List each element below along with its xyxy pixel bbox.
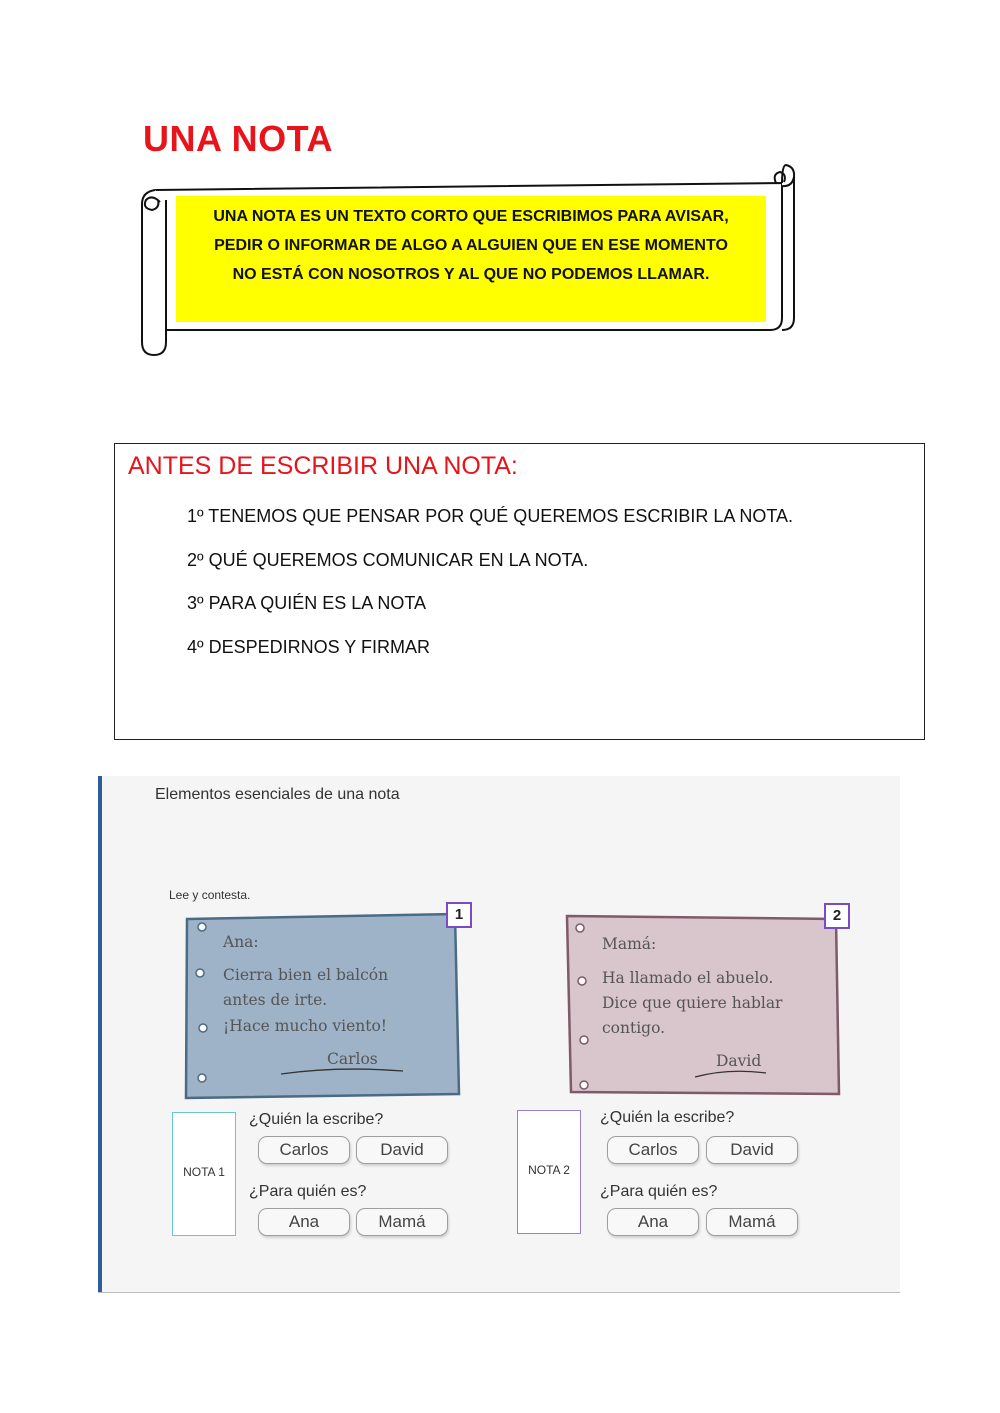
note-line: Dice que quiere hablar: [602, 994, 783, 1012]
note-line: Ha llamado el abuelo.: [602, 969, 774, 987]
note-hole: [580, 1036, 588, 1044]
exercise-instruction: Lee y contesta.: [169, 888, 251, 902]
note-line: antes de irte.: [223, 991, 328, 1009]
option-carlos-button[interactable]: Carlos: [607, 1136, 699, 1164]
step-item: 1º TENEMOS QUE PENSAR POR QUÉ QUEREMOS ESCRIBIR LA NOTA.: [187, 506, 794, 526]
note-hole: [198, 923, 206, 931]
note-hole: [580, 1081, 588, 1089]
step-item: 2º QUÉ QUEREMOS COMUNICAR EN LA NOTA.: [187, 549, 589, 570]
option-ana-button[interactable]: Ana: [607, 1208, 699, 1236]
note-hole: [196, 969, 204, 977]
option-mama-button[interactable]: Mamá: [706, 1208, 798, 1236]
question-for-whom: ¿Para quién es?: [600, 1183, 718, 1200]
option-david-button[interactable]: David: [706, 1136, 798, 1164]
note-line: Cierra bien el balcón: [223, 966, 389, 984]
note-number-badge: 1: [446, 902, 472, 928]
before-writing-title: ANTES DE ESCRIBIR UNA NOTA:: [128, 452, 518, 480]
exercise-title: Elementos esenciales de una nota: [155, 786, 400, 803]
nota-1-drop-box[interactable]: NOTA 1: [172, 1112, 236, 1236]
note-signature: Carlos: [327, 1050, 378, 1068]
definition-line: NO ESTÁ CON NOSOTROS Y AL QUE NO PODEMOS LLAMAR.: [232, 266, 710, 283]
option-ana-button[interactable]: Ana: [258, 1208, 350, 1236]
note-hole: [198, 1074, 206, 1082]
question-for-whom: ¿Para quién es?: [249, 1183, 367, 1200]
note-greeting: Ana:: [223, 933, 259, 951]
note-line: contigo.: [602, 1019, 666, 1037]
definition-line: UNA NOTA ES UN TEXTO CORTO QUE ESCRIBIMOS PARA AVISAR,: [213, 208, 729, 225]
step-item: 3º PARA QUIÉN ES LA NOTA: [187, 593, 426, 613]
definition-box: [176, 196, 766, 322]
question-who-writes: ¿Quién la escribe?: [249, 1111, 384, 1128]
step-item: 4º DESPEDIRNOS Y FIRMAR: [187, 636, 430, 657]
option-carlos-button[interactable]: Carlos: [258, 1136, 350, 1164]
note-hole: [578, 977, 586, 985]
note-number-badge: 2: [824, 903, 850, 929]
note-hole: [199, 1024, 207, 1032]
page-title: UNA NOTA: [143, 118, 333, 159]
note-hole: [576, 924, 584, 932]
definition-line: PEDIR O INFORMAR DE ALGO A ALGUIEN QUE EN ESE MOMENTO: [214, 237, 728, 254]
before-writing-box: [114, 443, 925, 740]
note-greeting: Mamá:: [602, 935, 657, 953]
nota-2-drop-box[interactable]: NOTA 2: [517, 1110, 581, 1234]
option-david-button[interactable]: David: [356, 1136, 448, 1164]
note-signature: David: [716, 1052, 762, 1070]
exercise-panel: [98, 776, 900, 1293]
option-mama-button[interactable]: Mamá: [356, 1208, 448, 1236]
steps-list: [187, 504, 793, 678]
question-who-writes: ¿Quién la escribe?: [600, 1109, 735, 1126]
note-line: ¡Hace mucho viento!: [223, 1017, 388, 1035]
